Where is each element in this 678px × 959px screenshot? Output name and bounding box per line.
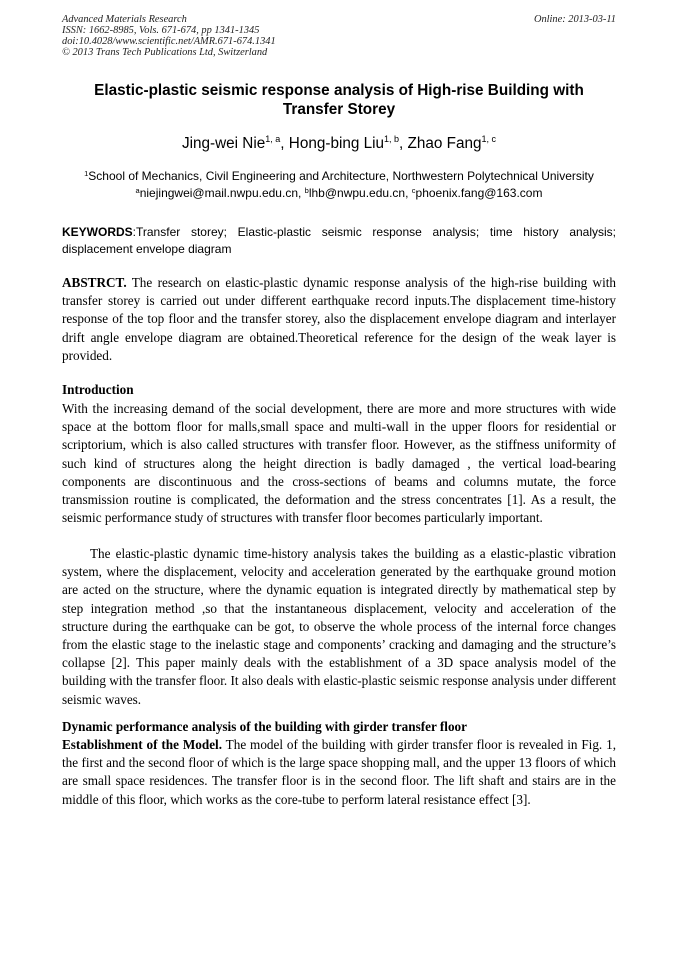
- affiliation-text: School of Mechanics, Civil Engineering and Architecture, Northwestern Polytechnical University: [88, 169, 594, 183]
- email-sup: c: [411, 186, 416, 195]
- model-text: The model of the building with girder transfer floor is revealed in Fig. 1, the first and the second floor of which is the large space shopping mall, and the upper 13 floors of which are small space residences. The transfer floor is in the second floor. The lift shaft and stairs are in the middle of this floor, which works as the core-tube to perform lateral resistance effect [3].: [62, 737, 617, 807]
- journal-header: [62, 14, 616, 58]
- keywords-label: KEYWORDS: [62, 225, 133, 239]
- email-list: $^a$niejingwei@mail.nwpu.edu.cn, $^b$lhb@nwpu.edu.cn, $^c$phoenix.fang@163.com: [135, 186, 543, 200]
- introduction-paragraph-1: With the increasing demand of the social development, there are more and more structures with wide space at the bottom floor for malls,small space and multi-wall in the upper floors for residential or scriptorium, which is also called structures with transfer floor. However, as the stiffness uniformity of such kind of structures along the height direction is badly damaged , the vertical load-bearing components are discontinuous and the cross-sections of beams and columns mutate, the force transmission routine is complicated, the deformation and the stress concentrates [1]. As a result, the seismic performance study of structures with transfer floor becomes particularly important.: [62, 401, 616, 526]
- paper-title: Elastic-plastic seismic response analysis of High-rise Building with Transfer Storey: [94, 82, 584, 118]
- issn-line: ISSN: 1662-8985, Vols. 671-674, pp 1341-1345: [62, 25, 260, 36]
- abstract: [62, 274, 616, 365]
- email-link[interactable]: niejingwei@mail.nwpu.edu.cn: [139, 186, 298, 200]
- keywords: [62, 224, 616, 258]
- abstract-label: ABSTRCT.: [62, 275, 127, 290]
- introduction-paragraph-2: The elastic-plastic dynamic time-history analysis takes the building as a elastic-plastic vibration system, where the displacement, velocity and acceleration generated by the earthquake ground motion are acted on the structure, where the dynamic equation is integrated directly by mathematical step by step integration method ,so that the instantaneous displacement, velocity and acceleration of the structure during the earthquake can be got, to observe the whole process of the internal force changes from the elastic stage to the inelastic stage and components’ cracking and damaging and the structure’s collapse [2]. This paper mainly deals with the establishment of a 3D space analysis model of the building with the transfer floor. It also deals with elastic-plastic seismic response analysis under different seismic waves.: [62, 546, 616, 707]
- email-sup: a: [135, 186, 140, 195]
- email-sup: b: [304, 186, 309, 195]
- keywords-text: :Transfer storey; Elastic-plastic seismic response analysis; time history analysis; displacement envelope diagram: [62, 225, 616, 256]
- email-link[interactable]: lhb@nwpu.edu.cn: [308, 186, 406, 200]
- author-name: Zhao Fang: [407, 135, 482, 152]
- online-date: Online: 2013-03-11: [533, 14, 616, 25]
- copyright-line: © 2013 Trans Tech Publications Ltd, Switzerland: [62, 47, 268, 58]
- doi-line: doi:10.4028/www.scientific.net/AMR.671-674.1341: [62, 36, 276, 47]
- author-sup: 1, a: [265, 134, 281, 144]
- journal-name: Advanced Materials Research: [62, 14, 187, 25]
- section-heading-introduction: Introduction: [62, 382, 134, 397]
- subsection-label: Establishment of the Model.: [62, 737, 223, 752]
- author-name: Jing-wei Nie: [181, 135, 266, 152]
- author-list: Jing-wei Nie$^{1, a}$, Hong-bing Liu$^{1, b}$, Zhao Fang$^{1, c}$: [181, 134, 497, 152]
- email-link[interactable]: phoenix.fang@163.com: [415, 186, 543, 200]
- author-name: Hong-bing Liu: [288, 135, 385, 152]
- affiliation-block: [62, 168, 616, 202]
- affiliation: [62, 168, 616, 185]
- affiliation-sup: 1: [84, 169, 89, 178]
- abstract-text: The research on elastic-plastic dynamic response analysis of the high-rise building with transfer storey is carried out under different earthquake record inputs.The displacement time-history response of the top floor and the transfer storey, also the displacement envelope diagram and interlayer drift angle envelope diagram are obtained.Theoretical reference for the design of the weak layer is provided.: [62, 275, 617, 363]
- author-sup: 1, c: [481, 134, 497, 144]
- model-paragraph: [62, 736, 616, 809]
- author-sup: 1, b: [384, 134, 400, 144]
- section-heading-dynamic: Dynamic performance analysis of the building with girder transfer floor: [62, 719, 468, 734]
